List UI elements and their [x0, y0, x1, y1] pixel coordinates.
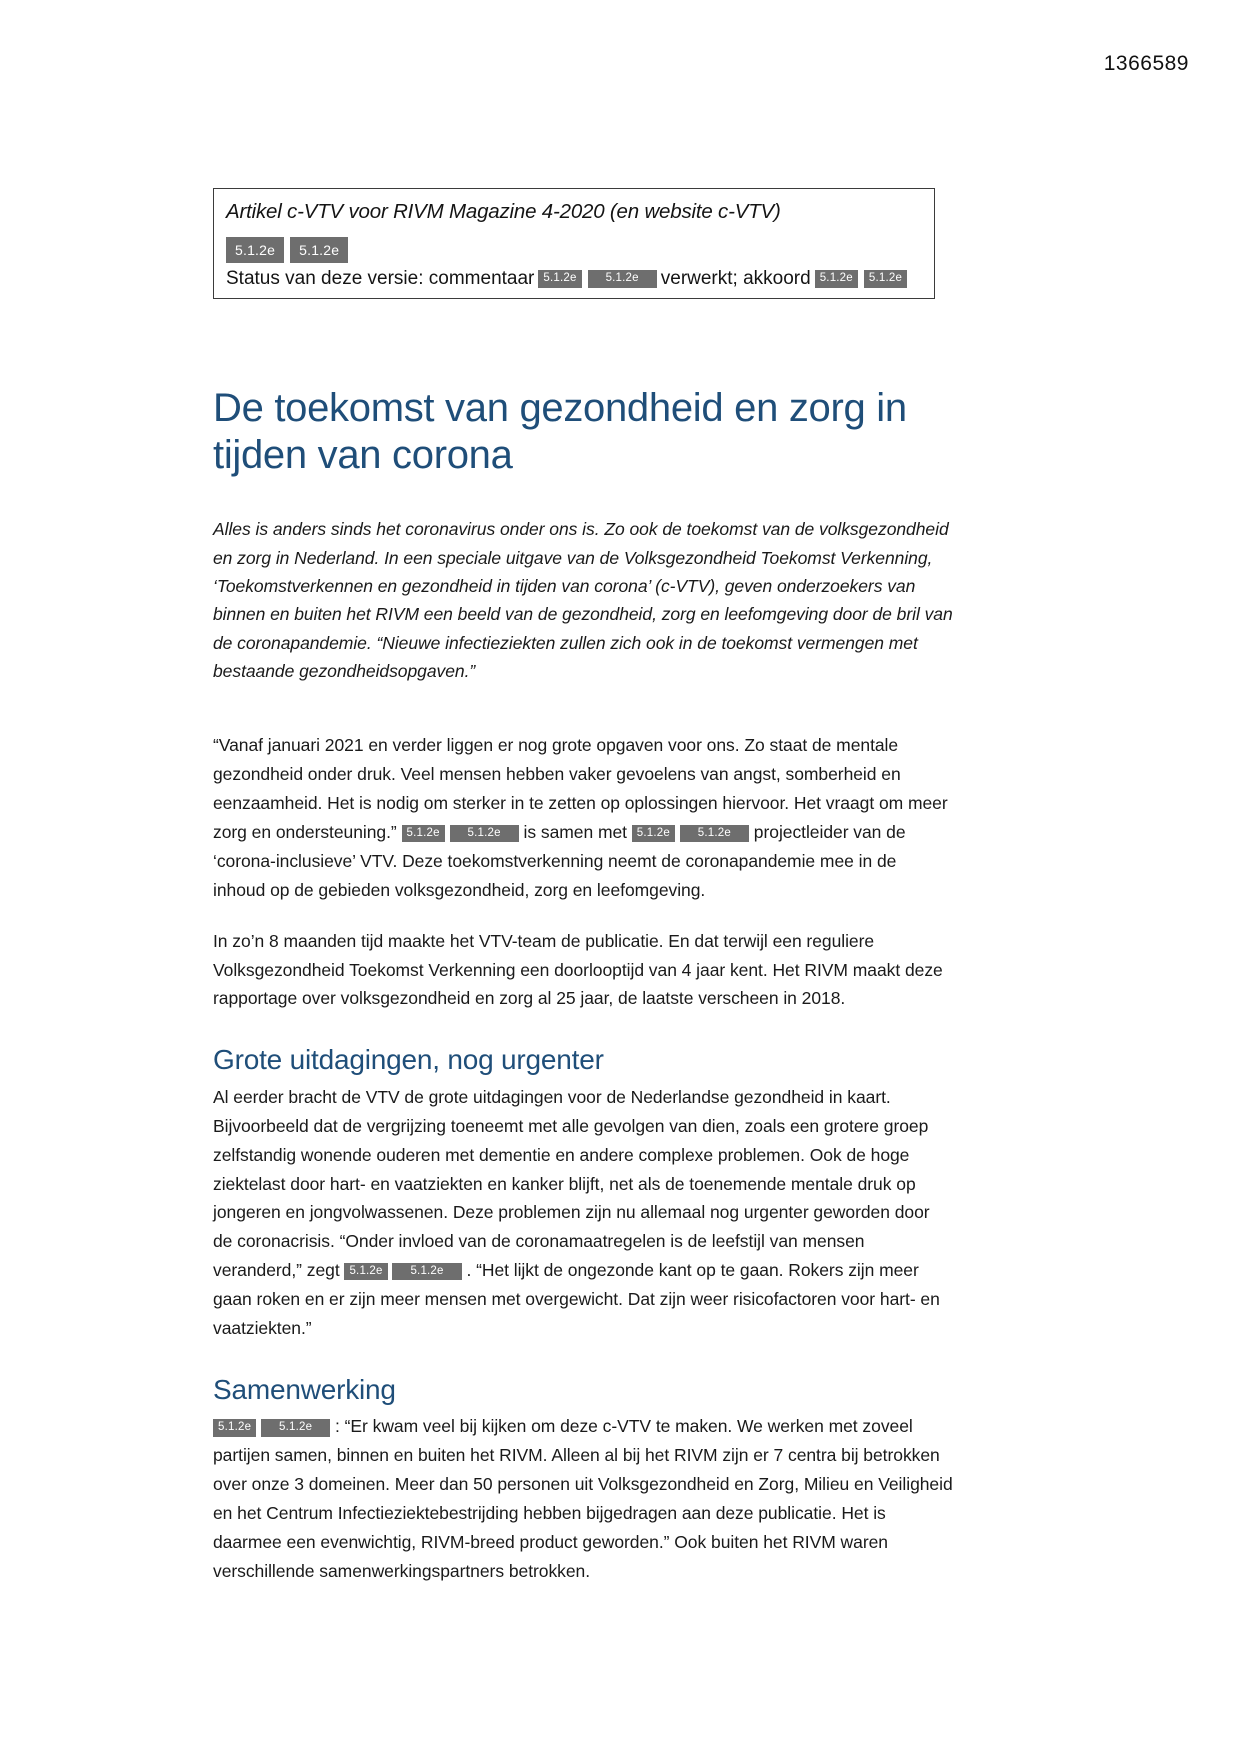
paragraph-text: “Vanaf januari 2021 en verder liggen er nog grote opgaven voor ons. Zo staat de mentale gezondheid onder druk. Veel mensen hebben vaker gevoelens van angst, somberheid en eenzaamheid. Het is nodig om sterker in te zetten op oplossingen hiervoor. Het vraagt om meer zorg en ondersteuning.”: [213, 735, 948, 843]
redaction-chip: 5.1.2e: [213, 1419, 256, 1437]
redaction-chip: 5.1.2e: [815, 270, 858, 288]
page-number: 1366589: [1103, 52, 1189, 75]
article-paragraph-4: [213, 1412, 953, 1585]
section-heading-grote-uitdagingen: Grote uitdagingen, nog urgenter: [213, 1044, 604, 1076]
redaction-chip: 5.1.2e: [450, 825, 519, 843]
paragraph-text: : “Er kwam veel bij kijken om deze c-VTV te maken. We werken met zoveel partijen samen, binnen en buiten het RIVM. Alleen al bij het RIVM zijn er 7 centra bij betrokken over onze 3 domeinen. Meer dan 50 personen uit Volksgezondheid en Zorg, Milieu en Veiligheid en het Centrum Infectieziektebestrijding hebben bijgedragen aan deze publicatie. Het is daarmee een evenwichtig, RIVM-breed product geworden.” Ook buiten het RIVM waren verschillende samenwerkingspartners betrokken.: [213, 1416, 953, 1581]
article-paragraph-2: In zo’n 8 maanden tijd maakte het VTV-team de publicatie. En dat terwijl een reguliere Volksgezondheid Toekomst Verkenning een doorlooptijd van 4 jaar kent. Het RIVM maakt deze rapportage over volksgezondheid en zorg al 25 jaar, de laatste verscheen in 2018.: [213, 930, 943, 1009]
redaction-chip: 5.1.2e: [680, 825, 749, 843]
status-prefix-label: Status van deze versie: commentaar: [226, 267, 535, 289]
redaction-chip: 5.1.2e: [538, 270, 581, 288]
redaction-chip: 5.1.2e: [864, 270, 907, 288]
redaction-chip: 5.1.2e: [588, 270, 657, 288]
article-lede: Alles is anders sinds het coronavirus onder ons is. Zo ook de toekomst van de volksgezondheid en zorg in Nederland. In een speciale uitgave van de Volksgezondheid Toekomst Verkenning, ‘Toekomstverkennen en gezondheid in tijden van corona’ (c-VTV), geven onderzoekers van binnen en buiten het RIVM een beeld van de gezondheid, zorg en leefomgeving door de bril van de coronapandemie. “Nieuwe infectieziekten zullen zich ook in de toekomst vermengen met bestaande gezondheidsopgaven.”: [213, 519, 953, 682]
redaction-chip: 5.1.2e: [226, 237, 284, 263]
paragraph-text: projectleider van de ‘corona-inclusieve’ VTV. Deze toekomstverkenning neemt de coronapandemie mee in de inhoud op de gebieden volksgezondheid, zorg en leefomgeving.: [213, 822, 906, 900]
paragraph-text: is samen met: [523, 822, 627, 843]
redaction-chip: 5.1.2e: [344, 1263, 387, 1281]
article-paragraph-3: [213, 1083, 953, 1343]
redaction-chip: 5.1.2e: [632, 825, 675, 843]
status-line: [226, 268, 922, 291]
header-box-title: Artikel c-VTV voor RIVM Magazine 4-2020 (en website c-VTV): [226, 200, 781, 223]
redaction-chip: 5.1.2e: [261, 1419, 330, 1437]
redaction-chip: 5.1.2e: [392, 1263, 461, 1281]
header-redaction-row: [226, 237, 922, 263]
article-content: [213, 385, 953, 1608]
status-middle-label: verwerkt; akkoord: [660, 267, 811, 289]
paragraph-text: . “Het lijkt de ongezonde kant op te gaan. Rokers zijn meer gaan roken en er zijn meer mensen met overgewicht. Dat zijn weer risicofactoren voor hart- en vaatziekten.”: [213, 1260, 940, 1338]
section-heading-samenwerking: Samenwerking: [213, 1373, 396, 1405]
page-title: De toekomst van gezondheid en zorg in tijden van corona: [213, 386, 907, 478]
header-metadata-box: [213, 188, 935, 299]
redaction-chip: 5.1.2e: [290, 237, 348, 263]
article-paragraph-1: [213, 731, 953, 904]
redaction-chip: 5.1.2e: [402, 825, 445, 843]
paragraph-text: Al eerder bracht de VTV de grote uitdagingen voor de Nederlandse gezondheid in kaart. Bijvoorbeeld dat de vergrijzing toeneemt met alle gevolgen van dien, zoals een grotere groep zelfstandig wonende ouderen met dementie en andere complexe problemen. Ook de hoge ziektelast door hart- en vaatziekten en kanker blijft, net als de toenemende mentale druk op jongeren en jongvolwassenen. Deze problemen zijn nu allemaal nog urgenter geworden door de coronacrisis. “Onder invloed van de coronamaatregelen is de leefstijl van mensen veranderd,” zegt: [213, 1086, 930, 1281]
